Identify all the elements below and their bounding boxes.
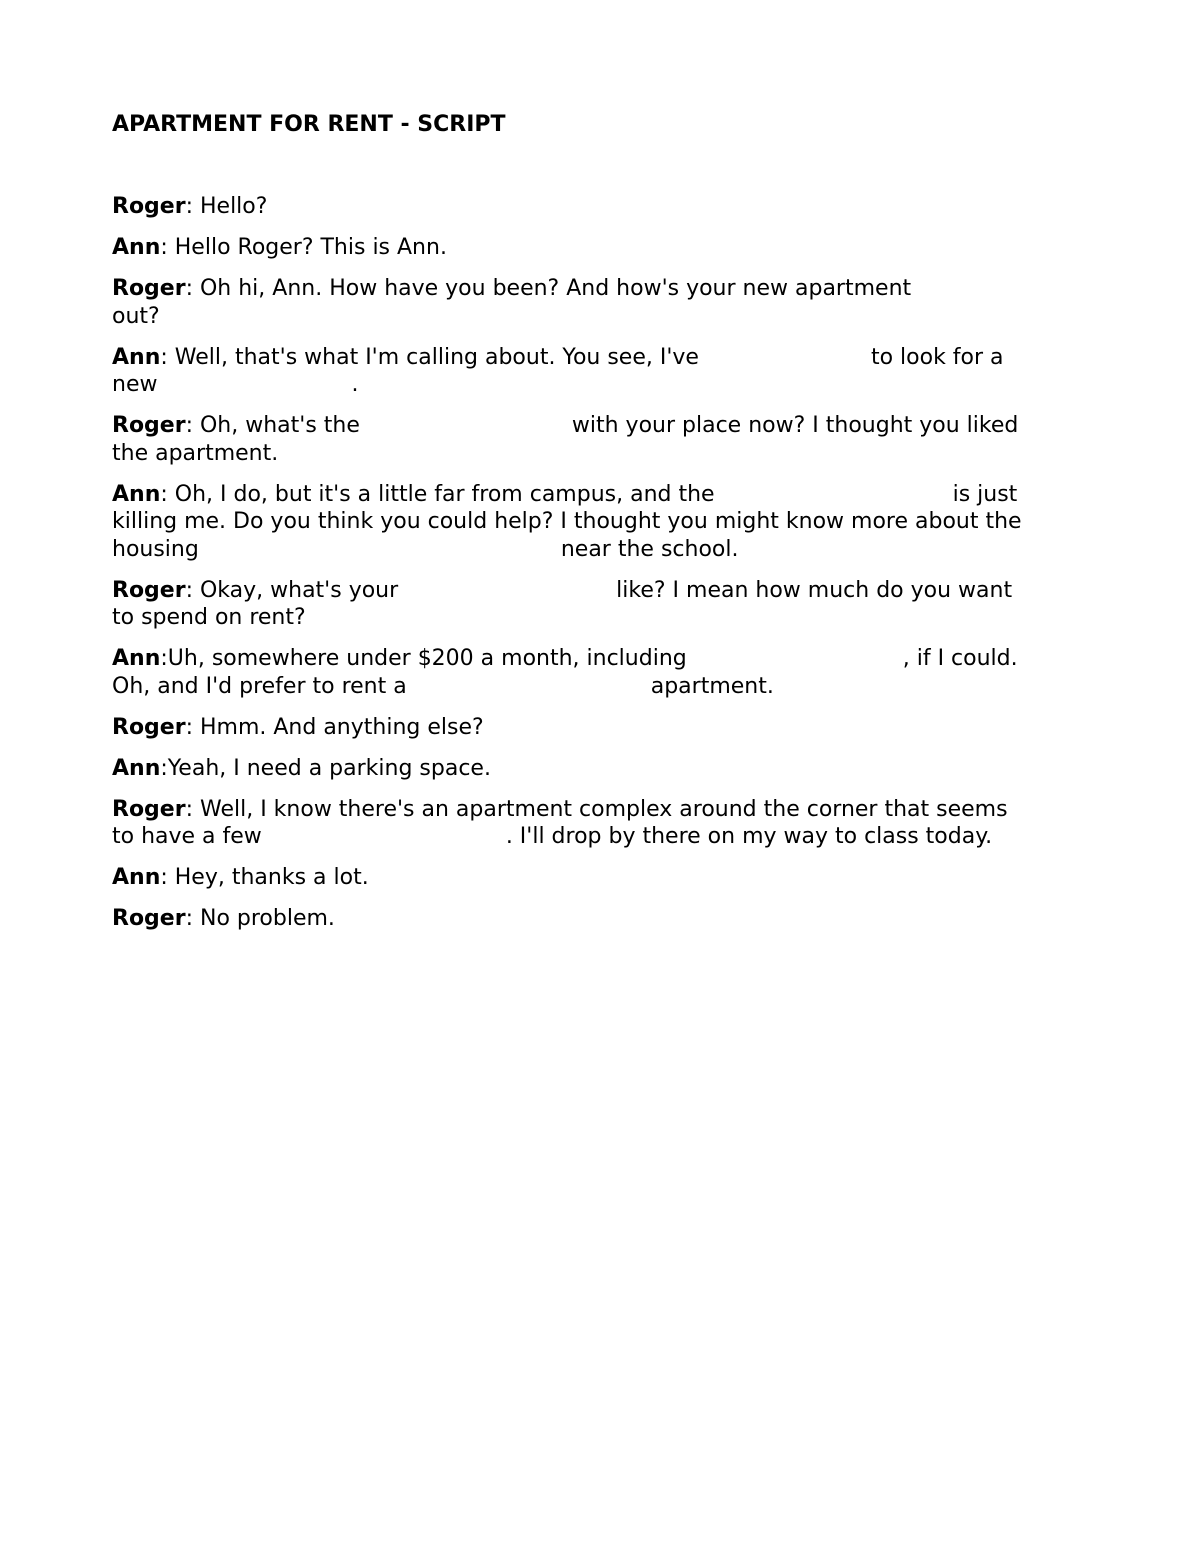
dialogue-line — [112, 714, 1102, 742]
line-text: Well, that's what I'm calling about. You see, I've — [174, 344, 699, 370]
line-text: . I'll drop by there on my way to class today. — [505, 824, 993, 849]
dialogue-line — [112, 796, 1102, 851]
speaker-name: Ann — [112, 646, 161, 671]
page-title: APARTMENT FOR RENT - SCRIPT — [112, 112, 506, 137]
dialogue-line — [112, 412, 1102, 467]
dialogue-line — [112, 344, 1102, 399]
dialogue-line — [112, 275, 1102, 330]
line-text: to look for a — [870, 344, 1004, 370]
speaker-separator: : — [185, 906, 200, 931]
line-text: Oh, what's the — [199, 413, 360, 438]
line-text: near the school. — [560, 536, 739, 562]
line-text: Hmm. And anything else? — [199, 714, 484, 740]
dialogue-line — [112, 234, 1102, 262]
speaker-separator: : — [185, 194, 200, 219]
line-text: , if I could. — [902, 646, 1018, 671]
speaker-name: Roger — [112, 714, 186, 740]
speaker-name: Roger — [112, 577, 186, 603]
line-text: . — [351, 372, 359, 397]
line-text: Okay, what's your — [199, 577, 399, 603]
speaker-name: Ann — [112, 755, 161, 781]
line-text: apartment. — [650, 673, 774, 699]
dialogue-line — [112, 645, 1102, 700]
line-text: Oh hi, Ann. How have you been? And how's your new apartment — [199, 276, 912, 301]
dialogue-line — [112, 864, 1102, 892]
line-text: Oh, I do, but it's a little far from campus, and the — [174, 481, 715, 507]
line-text: Well, I know there's an apartment complex around the corner that seems — [199, 796, 1008, 822]
line-text: No problem. — [199, 906, 335, 931]
speaker-name: Ann — [112, 865, 161, 890]
speaker-separator: : — [185, 413, 200, 438]
line-text: is just — [952, 481, 1018, 507]
line-text: like? I mean how much do you want — [616, 577, 1013, 603]
speaker-separator: : — [185, 577, 200, 603]
speaker-separator: : — [160, 344, 175, 370]
speaker-name: Roger — [112, 796, 186, 822]
line-text: to have a few — [112, 824, 262, 849]
dialogue-line — [112, 755, 1102, 783]
speaker-name: Roger — [112, 194, 186, 219]
dialogue-script — [112, 193, 1102, 946]
line-text: Hello? — [199, 194, 268, 219]
speaker-name: Roger — [112, 413, 186, 438]
line-text: Oh, and I'd prefer to rent a — [112, 673, 407, 699]
speaker-separator: : — [185, 796, 200, 822]
speaker-separator: : — [185, 276, 200, 301]
speaker-separator: : — [160, 646, 168, 671]
dialogue-line — [112, 905, 1102, 933]
speaker-separator: : — [160, 235, 175, 260]
line-text: housing — [112, 536, 199, 562]
speaker-separator: : — [160, 481, 175, 507]
speaker-separator: : — [160, 755, 168, 781]
dialogue-line — [112, 193, 1102, 221]
speaker-separator: : — [160, 865, 175, 890]
line-text: out? — [112, 303, 160, 329]
line-text: the apartment. — [112, 440, 279, 466]
line-text: Hello Roger? This is Ann. — [174, 235, 447, 260]
speaker-name: Roger — [112, 906, 186, 931]
speaker-separator: : — [185, 714, 200, 740]
speaker-name: Roger — [112, 276, 186, 301]
line-text: new — [112, 372, 158, 397]
speaker-name: Ann — [112, 344, 161, 370]
line-text: killing me. Do you think you could help? I thought you might know more about the — [112, 509, 1022, 534]
line-text: Yeah, I need a parking space. — [167, 755, 491, 781]
dialogue-line — [112, 577, 1102, 632]
line-text: Uh, somewhere under $200 a month, including — [167, 646, 687, 671]
line-text: with your place now? I thought you liked — [571, 413, 1019, 438]
line-text: to spend on rent? — [112, 605, 306, 630]
dialogue-line — [112, 481, 1102, 564]
line-text: Hey, thanks a lot. — [174, 865, 369, 890]
speaker-name: Ann — [112, 235, 161, 260]
speaker-name: Ann — [112, 481, 161, 507]
